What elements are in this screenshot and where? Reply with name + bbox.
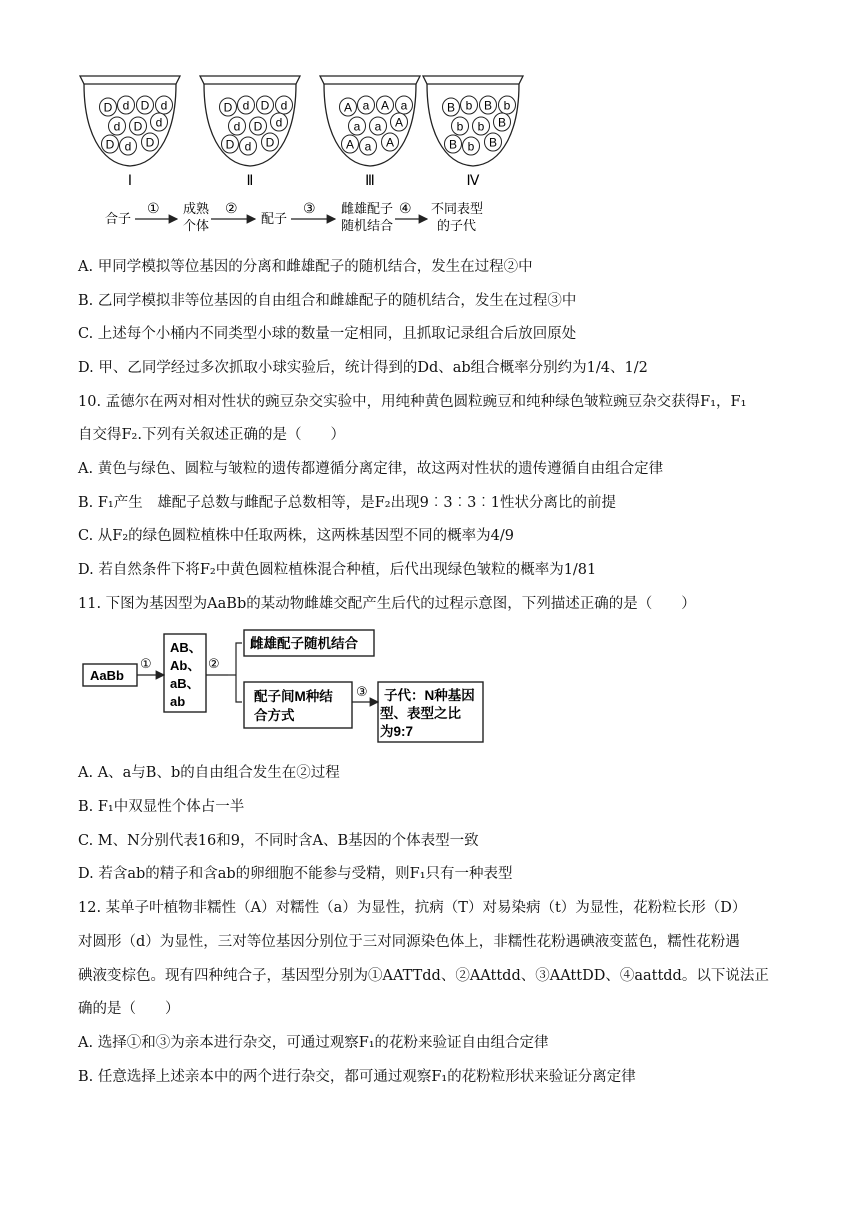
- q11-box-combination-2: 合方式: [254, 708, 295, 723]
- q9-option-c: C. 上述每个小桶内不同类型小球的数量一定相同，且抓取记录组合后放回原处: [78, 326, 577, 342]
- q10-option-c: C. 从F₂的绿色圆粒植株中任取两株，这两株基因型不同的概率为4/9: [78, 528, 515, 544]
- flow-step-2: ②: [225, 200, 238, 216]
- q9-option-a: A. 甲同学模拟等位基因的分离和雌雄配子的随机结合，发生在过程②中: [78, 259, 533, 275]
- q11-step-3: ③: [356, 684, 368, 699]
- q11-option-b: B. F₁中双显性个体占一半: [78, 799, 245, 815]
- q10-option-d: D. 若自然条件下将F₂中黄色圆粒植株混合种植，后代出现绿色皱粒的概率为1/81: [78, 562, 597, 578]
- ball-label: B: [483, 98, 493, 113]
- bucket-label: Ⅲ: [365, 172, 375, 188]
- q11-box-offspring-1: 子代：N种基因: [384, 688, 475, 703]
- ball-label: d: [280, 98, 288, 113]
- q10-stem-line2: 自交得F₂.下列有关叙述正确的是（ ）: [78, 427, 345, 443]
- flow-step-1: ①: [147, 200, 160, 216]
- q11-box-random-fusion: 雌雄配子随机结合: [250, 636, 358, 651]
- flow-node-gamete: 配子: [261, 211, 288, 226]
- ball-label: a: [400, 98, 408, 113]
- ball-label: d: [124, 139, 132, 154]
- ball-label: D: [140, 98, 150, 113]
- ball-label: D: [223, 100, 233, 115]
- ball-label: b: [477, 119, 485, 134]
- ball-label: b: [456, 119, 464, 134]
- q11-gamete-1: AB、: [170, 640, 202, 655]
- ball-label: b: [503, 98, 511, 113]
- flow-step-4: ④: [399, 200, 412, 216]
- flow-node-fusion-1: 雌雄配子: [341, 201, 394, 216]
- flow-node-fusion-2: 随机结合: [341, 218, 394, 233]
- flow-node-offspring-2: 的子代: [437, 218, 477, 233]
- q10-option-b: B. F₁产生 雄配子总数与雌配子总数相等，是F₂出现9︰3︰3︰1性状分离比的前提: [78, 495, 617, 511]
- q10-option-a: A. 黄色与绿色、圆粒与皱粒的遗传都遵循分离定律，故这两对性状的遗传遵循自由组合定律: [78, 461, 664, 477]
- ball-label: B: [488, 135, 498, 150]
- ball-label: D: [103, 100, 113, 115]
- flow-node-adult-1: 成熟: [183, 201, 210, 216]
- q11-gamete-4: ab: [170, 694, 186, 709]
- q12-stem-line2: 对圆形（d）为显性，三对等位基因分别位于三对同源染色体上，非糯性花粉遇碘液变蓝色，糯性花粉遇: [78, 934, 740, 950]
- ball-label: D: [225, 137, 235, 152]
- q11-option-a: A. A、a与B、b的自由组合发生在②过程: [78, 765, 340, 781]
- ball-label: d: [122, 98, 130, 113]
- ball-label: d: [160, 98, 168, 113]
- bucket-label: Ⅳ: [466, 172, 480, 188]
- bucket-2: [200, 76, 300, 188]
- ball-label: d: [242, 98, 250, 113]
- ball-label: d: [275, 115, 283, 130]
- q9-option-d: D. 甲、乙同学经过多次抓取小球实验后，统计得到的Dd、ab组合概率分别约为1/4、1/2: [78, 360, 648, 376]
- q9-option-b: B. 乙同学模拟非等位基因的自由组合和雌雄配子的随机结合，发生在过程③中: [78, 293, 577, 309]
- ball-label: a: [374, 119, 382, 134]
- flow-node-zygote: 合子: [105, 211, 132, 226]
- q12-option-a: A. 选择①和③为亲本进行杂交，可通过观察F₁的花粉来验证自由组合定律: [78, 1035, 549, 1051]
- process-flow: [95, 195, 535, 245]
- ball-label: D: [253, 119, 263, 134]
- ball-label: B: [446, 100, 456, 115]
- ball-label: a: [362, 98, 370, 113]
- q11-option-d: D. 若含ab的精子和含ab的卵细胞不能参与受精，则F₁只有一种表型: [78, 866, 513, 882]
- ball-label: D: [133, 119, 143, 134]
- ball-label: a: [353, 119, 361, 134]
- ball-label: A: [394, 115, 404, 130]
- q12-option-b: B. 任意选择上述亲本中的两个进行杂交，都可通过观察F₁的花粉粒形状来验证分离定律: [78, 1069, 636, 1085]
- ball-label: B: [497, 115, 507, 130]
- q11-parent-genotype: AaBb: [90, 668, 124, 683]
- q11-gamete-3: aB、: [170, 676, 200, 691]
- q11-stem: 11. 下图为基因型为AaBb的某动物雌雄交配产生后代的过程示意图，下列描述正确的是（ ）: [78, 596, 696, 612]
- ball-label: d: [113, 119, 121, 134]
- bucket-1: [80, 76, 180, 188]
- ball-label: b: [467, 139, 475, 154]
- q11-option-c: C. M、N分别代表16和9，不同时含A、B基因的个体表型一致: [78, 833, 479, 849]
- flow-node-offspring-1: 不同表型: [431, 201, 484, 216]
- q11-step-1: ①: [140, 656, 152, 671]
- ball-label: a: [364, 139, 372, 154]
- ball-label: D: [145, 135, 155, 150]
- ball-label: A: [343, 100, 353, 115]
- bucket-label: Ⅰ: [127, 172, 133, 188]
- q11-box-combination-1: 配子间M种结: [254, 689, 333, 704]
- ball-label: D: [260, 98, 270, 113]
- q11-box-offspring-2: 型、表型之比: [380, 706, 461, 721]
- ball-label: A: [345, 137, 355, 152]
- ball-label: d: [233, 119, 241, 134]
- ball-label: B: [448, 137, 458, 152]
- bucket-3: [320, 76, 420, 188]
- q12-stem-line1: 12. 某单子叶植物非糯性（A）对糯性（a）为显性，抗病（T）对易染病（t）为显性，花粉粒长形（D）: [78, 900, 747, 916]
- q11-gamete-2: Ab、: [170, 658, 201, 673]
- bucket-4: [423, 76, 523, 188]
- ball-label: D: [265, 135, 275, 150]
- q10-stem-line1: 10. 孟德尔在两对相对性状的豌豆杂交实验中，用纯种黄色圆粒豌豆和纯种绿色皱粒豌豆杂交获得F₁，F₁: [78, 394, 747, 410]
- q11-diagram: [78, 626, 498, 746]
- ball-label: D: [105, 137, 115, 152]
- ball-label: b: [465, 98, 473, 113]
- q11-step-2: ②: [208, 656, 220, 671]
- flow-step-3: ③: [303, 200, 316, 216]
- ball-label: d: [155, 115, 163, 130]
- q12-stem-line3: 碘液变棕色。现有四种纯合子，基因型分别为①AATTdd、②AAttdd、③AAttDD、④aattdd。以下说法正: [78, 968, 769, 984]
- ball-label: d: [244, 139, 252, 154]
- q12-stem-line4: 确的是（ ）: [78, 1001, 180, 1017]
- ball-label: A: [380, 98, 390, 113]
- q11-box-offspring-3: 为9:7: [380, 724, 414, 739]
- flow-node-adult-2: 个体: [183, 218, 210, 233]
- ball-label: A: [385, 135, 395, 150]
- bucket-label: Ⅱ: [246, 172, 254, 188]
